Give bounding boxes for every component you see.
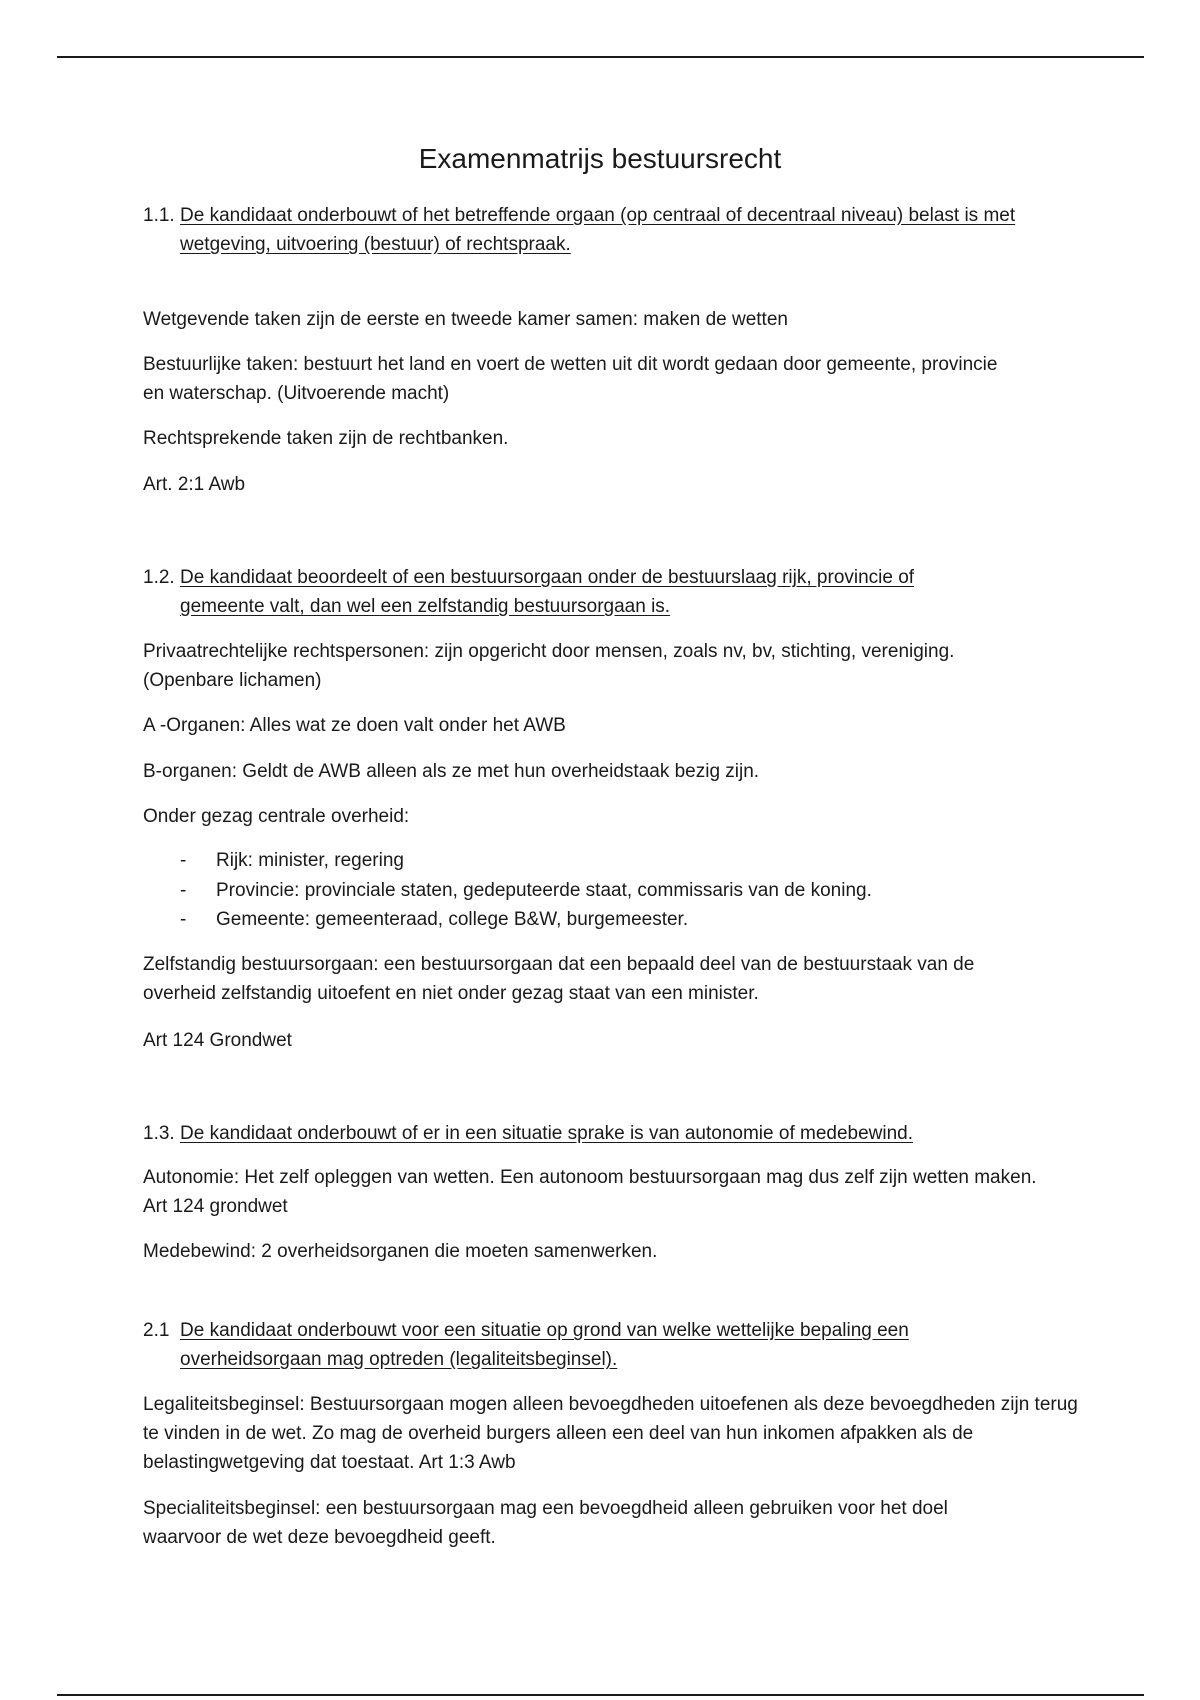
section-heading-1-2 [143,563,988,621]
section-number: 2.1 [143,1320,170,1341]
section-heading-2-1 [143,1316,988,1374]
section-heading-1-1 [143,201,1048,259]
paragraph: Autonomie: Het zelf opleggen van wetten. Een autonoom bestuursorgaan mag dus zelf zijn wetten maken. Art 124 grondwet [143,1167,1037,1217]
list-item: - Provincie: provinciale staten, gedeputeerde staat, commissaris van de koning. [180,880,872,901]
paragraph: B-organen: Geldt de AWB alleen als ze met hun overheidstaak bezig zijn. [143,761,760,782]
section-number: 1.1. [143,205,175,226]
paragraph: Privaatrechtelijke rechtspersonen: zijn opgericht door mensen, zoals nv, bv, stichting, vereniging. (Openbare lichamen) [143,641,955,691]
section-heading-text: De kandidaat beoordeelt of een bestuursorgaan onder de bestuurslaag rijk, provincie of gemeente valt, dan wel een zelfstandig bestuursorgaan is. [180,567,915,617]
section-heading-text: De kandidaat onderbouwt of er in een situatie sprake is van autonomie of medebewind. [180,1123,914,1144]
paragraph: A -Organen: Alles wat ze doen valt onder het AWB [143,715,566,736]
section-heading-text: De kandidaat onderbouwt voor een situatie op grond van welke wettelijke bepaling een overheidsorgaan mag optreden (legaliteitsbeginsel). [180,1320,909,1370]
list-item: - Rijk: minister, regering [180,850,404,871]
paragraph: Wetgevende taken zijn de eerste en tweede kamer samen: maken de wetten [143,309,788,330]
list-item: - Gemeente: gemeenteraad, college B&W, burgemeester. [180,909,689,930]
paragraph: Medebewind: 2 overheidsorganen die moeten samenwerken. [143,1241,658,1262]
section-heading-text: De kandidaat onderbouwt of het betreffende orgaan (op centraal of decentraal niveau) belast is met wetgeving, uitvoering (bestuur) of rechtspraak. [180,205,1016,255]
header-rule [57,56,1144,58]
paragraph: Zelfstandig bestuursorgaan: een bestuursorgaan dat een bepaald deel van de bestuurstaak van de overheid zelfstandig uitoefent en niet onder gezag staat van een minister. [143,954,975,1004]
section-heading-1-3 [143,1119,1063,1148]
page-title: Examenmatrijs bestuursrecht [418,143,782,174]
paragraph: Art 124 Grondwet [143,1030,292,1051]
paragraph: Onder gezag centrale overheid: [143,806,410,827]
paragraph: Specialiteitsbeginsel: een bestuursorgaan mag een bevoegdheid alleen gebruiken voor het doel waarvoor de wet deze bevoegdheid geeft. [143,1498,948,1548]
paragraph: Rechtsprekende taken zijn de rechtbanken. [143,428,509,449]
section-number: 1.2. [143,567,175,588]
paragraph: Art. 2:1 Awb [143,474,246,495]
paragraph: Legaliteitsbeginsel: Bestuursorgaan mogen alleen bevoegdheden uitoefenen als deze bevoegdheden zijn terug te vinden in de wet. Zo mag de overheid burgers alleen een deel van hun inkomen afpakken als de belastingwetgeving dat toestaat. Art 1:3 Awb [143,1394,1078,1473]
section-number: 1.3. [143,1123,175,1144]
paragraph: Bestuurlijke taken: bestuurt het land en voert de wetten uit dit wordt gedaan door gemeente, provincie en waterschap. (Uitvoerende macht) [143,354,998,404]
footer-rule [57,1694,1144,1696]
